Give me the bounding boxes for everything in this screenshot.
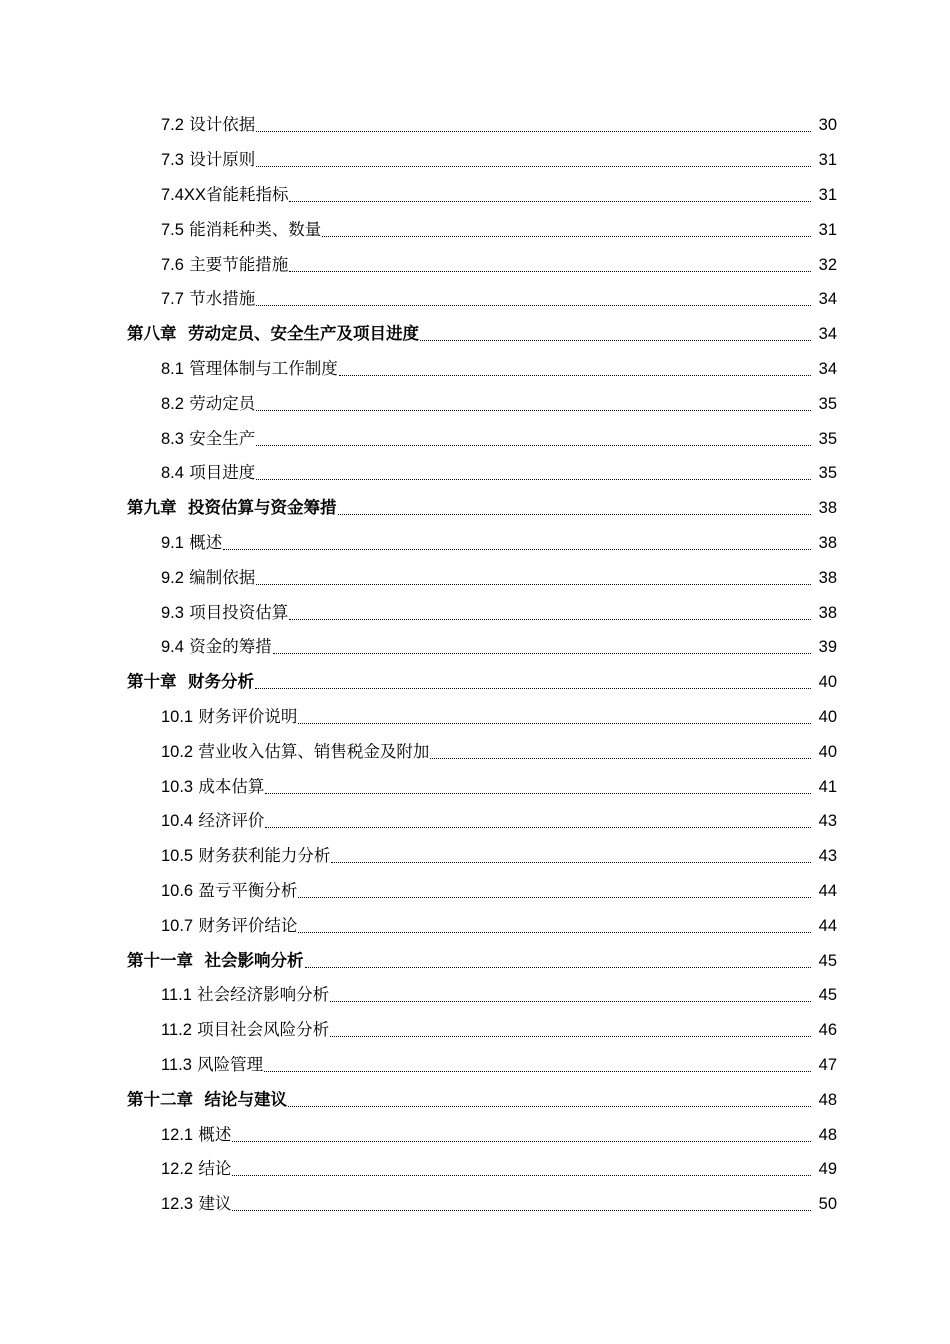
dot-leader <box>298 916 811 936</box>
toc-section-entry[interactable] <box>0 1152 950 1187</box>
toc-entry-number: 9.2 <box>161 568 184 587</box>
toc-entry-title <box>161 394 255 414</box>
toc-section-entry[interactable] <box>0 386 950 421</box>
toc-entry-title <box>161 359 338 379</box>
toc-section-entry[interactable] <box>0 352 950 387</box>
toc-entry-title <box>161 777 264 797</box>
dot-leader <box>232 1159 811 1179</box>
toc-page-number: 43 <box>818 847 837 866</box>
dot-leader <box>273 637 811 657</box>
toc-entry-title <box>161 220 321 240</box>
toc-entry-number: 9.1 <box>161 533 184 552</box>
toc-page-number: 40 <box>818 742 837 761</box>
toc-section-entry[interactable] <box>0 282 950 317</box>
toc-section-entry[interactable] <box>0 804 950 839</box>
toc-section-entry[interactable] <box>0 1048 950 1083</box>
toc-page-number: 48 <box>818 1090 837 1109</box>
toc-entry-title <box>161 637 272 657</box>
toc-entry-title <box>161 115 255 135</box>
toc-entry-number: 12.3 <box>161 1195 194 1214</box>
toc-entry-title <box>161 463 255 483</box>
toc-entry-title <box>161 533 222 553</box>
toc-entry-title <box>161 811 264 831</box>
toc-page-number: 38 <box>818 603 837 622</box>
toc-entry-number: 第十章 <box>127 673 177 692</box>
dot-leader <box>256 289 811 309</box>
dot-leader <box>256 150 811 170</box>
toc-page-number: 35 <box>818 464 837 483</box>
toc-entry-number: 11.3 <box>161 1055 192 1074</box>
toc-entry-number: 12.1 <box>161 1125 194 1144</box>
toc-section-entry[interactable] <box>0 1013 950 1048</box>
toc-entry-title <box>161 1194 231 1214</box>
toc-entry-title <box>161 1020 329 1040</box>
toc-entry-text: 项目投资估算 <box>189 602 289 622</box>
toc-entry-text: 设计原则 <box>189 150 256 170</box>
toc-entry-text: 财务分析 <box>188 672 254 692</box>
dot-leader <box>264 1055 811 1075</box>
dot-leader <box>256 463 811 483</box>
toc-entry-number: 第八章 <box>127 325 177 344</box>
toc-page-number: 38 <box>818 499 837 518</box>
toc-entry-title <box>161 846 330 866</box>
toc-entry-text: 项目社会风险分析 <box>197 1020 330 1040</box>
toc-entry-title <box>161 568 255 588</box>
toc-entry-title <box>161 742 429 762</box>
toc-page-number: 38 <box>818 533 837 552</box>
toc-entry-number: 7.5 <box>161 220 184 239</box>
toc-entry-text: 结论 <box>198 1159 232 1179</box>
toc-entry-text: 劳动定员、安全生产及项目进度 <box>188 324 419 344</box>
toc-entry-text: 财务评价说明 <box>198 706 298 726</box>
toc-entry-title <box>161 1159 231 1179</box>
toc-entry-number: 7.3 <box>161 151 184 170</box>
toc-page-number: 45 <box>818 951 837 970</box>
toc-page-number: 34 <box>818 359 837 378</box>
toc-entry-text: 投资估算与资金筹措 <box>188 498 337 518</box>
toc-chapter-entry[interactable] <box>0 491 950 526</box>
toc-section-entry[interactable] <box>0 421 950 456</box>
toc-section-entry[interactable] <box>0 108 950 143</box>
toc-entry-separator <box>193 1090 205 1109</box>
toc-entry-title <box>161 881 297 901</box>
toc-page-number: 35 <box>818 429 837 448</box>
toc-section-entry[interactable] <box>0 839 950 874</box>
toc-entry-text: 财务评价结论 <box>198 915 298 935</box>
toc-section-entry[interactable] <box>0 456 950 491</box>
toc-chapter-entry[interactable] <box>0 317 950 352</box>
toc-chapter-entry[interactable] <box>0 1082 950 1117</box>
dot-leader <box>330 985 811 1005</box>
toc-page-number: 43 <box>818 812 837 831</box>
toc-section-entry[interactable] <box>0 1187 950 1222</box>
toc-entry-text: 结论与建议 <box>204 1089 287 1109</box>
dot-leader <box>289 185 811 205</box>
dot-leader <box>256 394 811 414</box>
toc-entry-text: 能消耗种类、数量 <box>189 219 322 239</box>
toc-entry-number: 10.1 <box>161 707 194 726</box>
toc-section-entry[interactable] <box>0 526 950 561</box>
toc-entry-number: 8.1 <box>161 359 184 378</box>
toc-section-entry[interactable] <box>0 143 950 178</box>
toc-entry-number: 9.3 <box>161 603 184 622</box>
toc-entry-title <box>161 185 288 205</box>
toc-entry-number: 10.4 <box>161 812 194 831</box>
toc-entry-number: 9.4 <box>161 638 184 657</box>
toc-page-number: 46 <box>818 1021 837 1040</box>
toc-entry-number: 10.2 <box>161 742 194 761</box>
dot-leader <box>232 1125 811 1145</box>
toc-page-number: 38 <box>818 568 837 587</box>
toc-entry-title <box>161 707 297 727</box>
toc-entry-separator <box>193 951 205 970</box>
toc-page-number: 34 <box>818 325 837 344</box>
toc-section-entry[interactable] <box>0 630 950 665</box>
toc-entry-number: 12.2 <box>161 1160 194 1179</box>
dot-leader <box>298 707 811 727</box>
dot-leader <box>265 777 811 797</box>
toc-entry-text: 风险管理 <box>197 1054 264 1074</box>
toc-entry-title <box>161 1125 231 1145</box>
toc-page-number: 39 <box>818 638 837 657</box>
toc-entry-text: 安全生产 <box>189 428 256 448</box>
dot-leader <box>298 881 811 901</box>
toc-entry-text: 编制依据 <box>189 567 256 587</box>
toc-page-number: 40 <box>818 707 837 726</box>
toc-entry-text: 项目进度 <box>189 463 256 483</box>
toc-section-entry[interactable] <box>0 212 950 247</box>
toc-entry-number: 7.6 <box>161 255 184 274</box>
dot-leader <box>265 811 811 831</box>
toc-page-number: 30 <box>818 116 837 135</box>
toc-entry-text: 成本估算 <box>198 776 265 796</box>
dot-leader <box>256 429 811 449</box>
dot-leader <box>288 1090 811 1110</box>
dot-leader <box>338 498 812 518</box>
toc-entry-text: 资金的筹措 <box>189 637 272 657</box>
toc-page-number: 31 <box>818 185 837 204</box>
toc-entry-number: 8.2 <box>161 394 184 413</box>
toc-section-entry[interactable] <box>0 734 950 769</box>
toc-entry-text: 省能耗指标 <box>205 184 289 204</box>
toc-entry-text: 盈亏平衡分析 <box>198 880 298 900</box>
toc-entry-text: 概述 <box>198 1124 232 1144</box>
toc-chapter-entry[interactable] <box>0 665 950 700</box>
toc-entry-title <box>161 255 288 275</box>
dot-leader <box>256 115 811 135</box>
toc-page-number: 41 <box>818 777 837 796</box>
dot-leader <box>223 533 811 553</box>
toc-entry-title <box>161 1055 263 1075</box>
toc-entry-text: 主要节能措施 <box>189 254 289 274</box>
toc-section-entry[interactable] <box>0 178 950 213</box>
toc-entry-text: 社会经济影响分析 <box>197 985 330 1005</box>
toc-entry-text: 节水措施 <box>189 289 256 309</box>
toc-entry-number: 7.4XX <box>161 185 206 204</box>
toc-entry-text: 概述 <box>189 532 223 552</box>
toc-entry-title <box>161 150 255 170</box>
toc-section-entry[interactable] <box>0 700 950 735</box>
toc-entry-number: 7.2 <box>161 116 184 135</box>
dot-leader <box>331 846 811 866</box>
toc-entry-title <box>161 916 297 936</box>
dot-leader <box>305 951 812 971</box>
toc-entry-title <box>127 498 337 518</box>
toc-section-entry[interactable] <box>0 769 950 804</box>
dot-leader <box>322 220 811 240</box>
toc-entry-text: 财务获利能力分析 <box>198 846 331 866</box>
toc-entry-number: 8.3 <box>161 429 184 448</box>
toc-page-number: 50 <box>818 1195 837 1214</box>
toc-entry-separator <box>177 672 189 691</box>
toc-page-number: 44 <box>818 916 837 935</box>
toc-entry-number: 第九章 <box>127 499 177 518</box>
toc-entry-title <box>161 603 288 623</box>
toc-entry-text: 建议 <box>198 1194 232 1214</box>
toc-entry-title <box>127 672 254 692</box>
toc-entry-separator <box>177 324 189 343</box>
toc-entry-number: 8.4 <box>161 464 184 483</box>
dot-leader <box>289 603 811 623</box>
toc-entry-number: 11.2 <box>161 1021 192 1040</box>
table-of-contents <box>0 108 950 1222</box>
toc-page-number: 40 <box>818 673 837 692</box>
toc-page-number: 32 <box>818 255 837 274</box>
toc-entry-number: 7.7 <box>161 290 184 309</box>
toc-entry-text: 劳动定员 <box>189 393 256 413</box>
toc-entry-text: 管理体制与工作制度 <box>189 358 338 378</box>
toc-entry-text: 设计依据 <box>189 115 256 135</box>
toc-section-entry[interactable] <box>0 247 950 282</box>
toc-entry-title <box>127 1090 287 1110</box>
toc-entry-text: 营业收入估算、销售税金及附加 <box>198 741 430 761</box>
toc-entry-number: 第十一章 <box>127 951 193 970</box>
toc-entry-number: 11.1 <box>161 986 192 1005</box>
toc-entry-text: 社会影响分析 <box>204 950 304 970</box>
toc-page-number: 45 <box>818 986 837 1005</box>
toc-section-entry[interactable] <box>0 560 950 595</box>
toc-entry-number: 第十二章 <box>127 1090 193 1109</box>
toc-section-entry[interactable] <box>0 978 950 1013</box>
toc-entry-separator <box>177 498 189 517</box>
toc-entry-number: 10.7 <box>161 916 194 935</box>
toc-chapter-entry[interactable] <box>0 943 950 978</box>
dot-leader <box>420 324 811 344</box>
toc-entry-text: 经济评价 <box>198 811 265 831</box>
toc-entry-number: 10.3 <box>161 777 194 796</box>
toc-entry-title <box>127 951 304 971</box>
toc-section-entry[interactable] <box>0 874 950 909</box>
toc-page-number: 35 <box>818 394 837 413</box>
toc-page-number: 31 <box>818 151 837 170</box>
toc-page-number: 31 <box>818 220 837 239</box>
toc-section-entry[interactable] <box>0 1117 950 1152</box>
toc-entry-title <box>161 289 255 309</box>
toc-entry-title <box>161 985 329 1005</box>
toc-entry-title <box>161 429 255 449</box>
dot-leader <box>232 1194 811 1214</box>
toc-page-number: 34 <box>818 290 837 309</box>
dot-leader <box>430 742 811 762</box>
dot-leader <box>255 672 811 692</box>
dot-leader <box>339 359 811 379</box>
dot-leader <box>330 1020 811 1040</box>
toc-section-entry[interactable] <box>0 908 950 943</box>
toc-page-number: 47 <box>818 1055 837 1074</box>
toc-entry-number: 10.6 <box>161 881 194 900</box>
dot-leader <box>256 568 811 588</box>
toc-entry-title <box>127 324 419 344</box>
toc-entry-number: 10.5 <box>161 847 194 866</box>
toc-page-number: 49 <box>818 1160 837 1179</box>
toc-page-number: 48 <box>818 1125 837 1144</box>
dot-leader <box>289 255 811 275</box>
toc-section-entry[interactable] <box>0 595 950 630</box>
toc-page-number: 44 <box>818 881 837 900</box>
